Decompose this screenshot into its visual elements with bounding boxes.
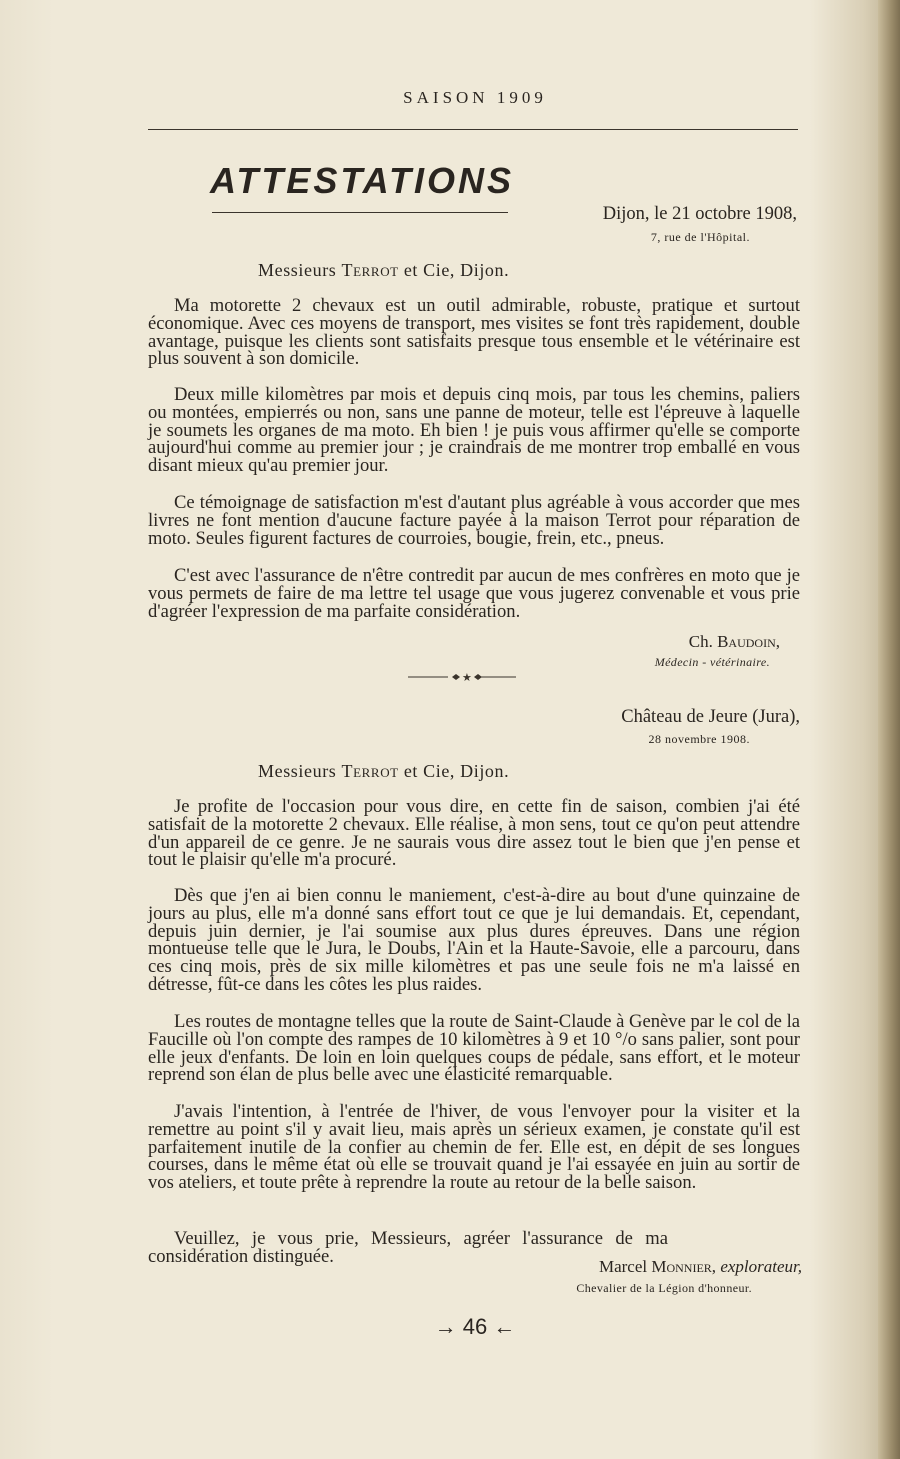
- page-number: [0, 1314, 900, 1340]
- letter1-salutation: [258, 260, 509, 281]
- letter1-paragraph-1: Ma motorette 2 chevaux est un outil admirable, robuste, pratique et surtout économique. Avec ces moyens de transport, mes visites se font très rapidement, double avantage, puisque les clients sont satisfaits presque tous ensemble et le vétérinaire est plus souvent à son domicile.: [148, 295, 800, 370]
- letter2-paragraph-5: Veuillez, je vous prie, Messieurs, agréer l'assurance de ma considération distinguée.: [148, 1228, 668, 1267]
- signature-name: Monnier,: [651, 1257, 717, 1276]
- header-rule: [148, 129, 798, 130]
- letter2-signature-title: Chevalier de la Légion d'honneur.: [576, 1281, 752, 1295]
- letter2-salutation: [258, 761, 509, 782]
- letter1-paragraph-4: C'est avec l'assurance de n'être contredit par aucun de mes confrères en moto que je vous permets de faire de ma lettre tel usage que vous jugerez convenable et vous prie d'agréer l'expression de ma parfaite considération.: [148, 565, 800, 622]
- letter1-paragraph-3: Ce témoignage de satisfaction m'est d'autant plus agréable à vous accorder que mes livres ne font mention d'aucune facture payée à la maison Terrot pour réparation de moto. Seules figurent factures de courroies, bougie, frein, etc., pneus.: [148, 492, 800, 549]
- page-number-value: 46: [462, 1314, 488, 1339]
- letter1-address: 7, rue de l'Hôpital.: [650, 230, 750, 244]
- letter1-paragraph-2: Deux mille kilomètres par mois et depuis cinq mois, par tous les chemins, paliers ou montées, empierrés ou non, sans une panne de moteur, telle est l'épreuve à laquelle je soumets les organes de ma moto. Eh bien ! je puis vous affirmer qu'elle se comporte aujourd'hui comme au premier jour ; je craindrais de me montrer trop emballé en vous disant mieux qu'au premier jour.: [148, 384, 800, 477]
- letter2-paragraph-4: J'avais l'intention, à l'entrée de l'hiver, de vous l'envoyer pour la visiter et la remettre au point s'il y avait lieu, mais après un sérieux examen, je constate qu'il est parfaitement inutile de la confier au chemin de fer. Elle est, en dépit de ses longues courses, dans le même état où elle se trouvait quand je l'ai essayée en juin au sortir de vos ateliers, et toute prête à reprendre la route au retour de la belle saison.: [148, 1101, 800, 1194]
- right-arrow-ornament-icon: ←: [493, 1314, 516, 1339]
- letter1-signature-title: Médecin - vétérinaire.: [654, 655, 770, 669]
- letter1-signature: [689, 632, 780, 652]
- book-spine-edge: [878, 0, 900, 1459]
- letter2-date: 28 novembre 1908.: [648, 732, 750, 746]
- letter2-place: Château de Jeure (Jura),: [621, 707, 800, 727]
- letter2-signature: [599, 1257, 802, 1277]
- section-ornament-icon: [408, 670, 516, 684]
- left-arrow-ornament-icon: →: [434, 1314, 457, 1339]
- salutation-company: Terrot: [341, 260, 399, 280]
- running-head: SAISON 1909: [403, 88, 547, 107]
- salutation-prefix: Messieurs: [258, 761, 337, 781]
- page-title: ATTESTATIONS: [210, 160, 514, 201]
- salutation-suffix: et Cie, Dijon.: [403, 260, 510, 280]
- letter2-paragraph-3: Les routes de montagne telles que la route de Saint-Claude à Genève par le col de la Faucille où l'on compte des rampes de 10 kilomètres à 9 et 10 °/o sans palier, sont pour elle jeux d'enfants. De loin en loin quelques coups de pédale, sans effort, et le moteur reprend son élan de plus belle avec une élasticité remarquable.: [148, 1011, 800, 1086]
- svg-text:★: ★: [462, 671, 472, 684]
- signature-initial: Ch.: [688, 632, 713, 651]
- signature-first-name: Marcel: [598, 1257, 648, 1276]
- salutation-prefix: Messieurs: [258, 260, 337, 280]
- signature-name: Baudoin,: [717, 632, 780, 651]
- salutation-company: Terrot: [341, 761, 399, 781]
- letter2-paragraph-1: Je profite de l'occasion pour vous dire, en cette fin de saison, combien j'ai été satisfait de la motorette 2 chevaux. Elle réalise, à mon sens, tout ce qu'on peut attendre d'un appareil de ce genre. Je ne saurais vous dire assez tout le bien que j'en pense et tout le plaisir qu'elle m'a procuré.: [148, 796, 800, 871]
- salutation-suffix: et Cie, Dijon.: [403, 761, 510, 781]
- title-underline: [212, 212, 508, 213]
- letter1-place-date: Dijon, le 21 octobre 1908,: [602, 204, 797, 224]
- letter2-paragraph-2: Dès que j'en ai bien connu le maniement, c'est-à-dire au bout d'une quinzaine de jours au plus, elle m'a donné sans effort tout ce que je lui demandais. Et, cependant, depuis juin dernier, je l'ai soumise aux plus dures épreuves. Dans une région montueuse telle que le Jura, le Doubs, l'Ain et la Haute-Savoie, elle a parcouru, dans ces cinq mois, près de six mille kilomètres et pas une seule fois ne m'a laissé en détresse, fût-ce dans les côtes les plus raides.: [148, 885, 800, 995]
- signature-role: explorateur,: [720, 1257, 802, 1276]
